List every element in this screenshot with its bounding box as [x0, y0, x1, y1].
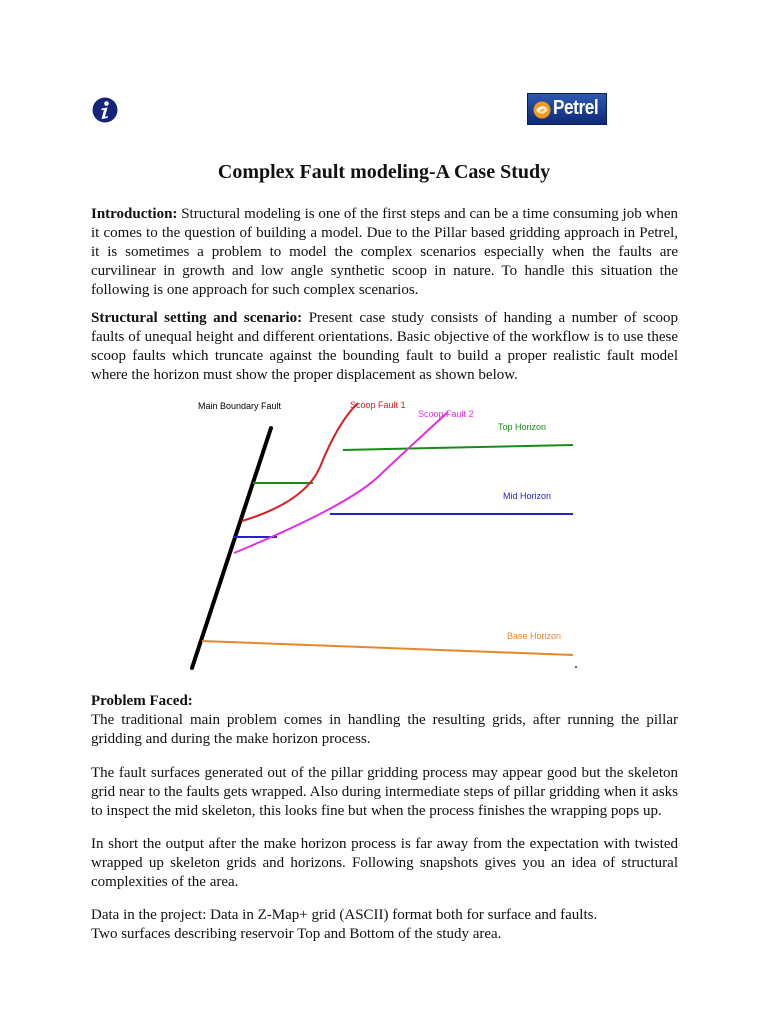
- stray-dot: [575, 666, 577, 668]
- label-scoop-fault-1: Scoop Fault 1: [350, 400, 406, 410]
- structural-paragraph: [91, 309, 678, 385]
- fault-diagram: [180, 390, 590, 675]
- petrel-logo: [527, 93, 607, 125]
- problem-heading: Problem Faced:: [91, 693, 193, 709]
- intro-paragraph: [91, 205, 678, 300]
- petrel-swirl-icon: [533, 101, 551, 119]
- petrel-wordmark: Petrel: [553, 97, 599, 119]
- intro-lead: Introduction:: [91, 206, 178, 222]
- page-title: Complex Fault modeling-A Case Study: [217, 161, 551, 183]
- label-main-boundary-fault: Main Boundary Fault: [198, 401, 282, 411]
- data-line-1: Data in the project: Data in Z-Map+ grid (ASCII) format both for surface and faults.: [91, 907, 598, 923]
- label-base-horizon: Base Horizon: [507, 631, 562, 641]
- data-line-2: Two surfaces describing reservoir Top and Bottom of the study area.: [91, 926, 502, 942]
- problem-paragraph-3: In short the output after the make horizon process is far away from the expectation with twisted wrapped up skeleton grids and horizons. Following snapshots gives you an idea of structural complexities of the area.: [91, 836, 678, 890]
- problem-paragraph-1: The traditional main problem comes in handling the resulting grids, after running the pillar gridding and during the make horizon process.: [91, 712, 678, 747]
- problem-paragraph-2: The fault surfaces generated out of the pillar gridding process may appear good but the skeleton grid near to the faults gets wrapped. Also during intermediate steps of pillar gridding when it asks to inspect the mid skeleton, this looks fine but when the process finishes the wrapping pops up.: [91, 765, 678, 819]
- label-mid-horizon: Mid Horizon: [503, 491, 552, 501]
- info-icon: [92, 97, 118, 123]
- top-horizon-right: [343, 445, 573, 450]
- structural-text: Present case study consists of handing a number of scoop faults of unequal height and different orientations. Basic objective of the workflow is to use these scoop faults which truncate against the bounding fault to build a proper realistic fault model where the horizon must show the proper displacement as shown below.: [91, 310, 678, 383]
- label-top-horizon: Top Horizon: [498, 422, 547, 432]
- base-horizon-line: [202, 641, 573, 655]
- intro-text: Structural modeling is one of the first steps and can be a time consuming job when it comes to the question of building a model. Due to the Pillar based gridding approach in Petrel, it is sometimes a problem to model the complex scenarios especially when the faults are curvilinear in growth and low angle synthetic scoop in nature. To handle this situation the following is one approach for such complex scenarios.: [91, 206, 678, 298]
- main-boundary-fault-line: [192, 428, 271, 668]
- structural-lead: Structural setting and scenario:: [91, 310, 303, 326]
- label-scoop-fault-2: Scoop Fault 2: [418, 409, 474, 419]
